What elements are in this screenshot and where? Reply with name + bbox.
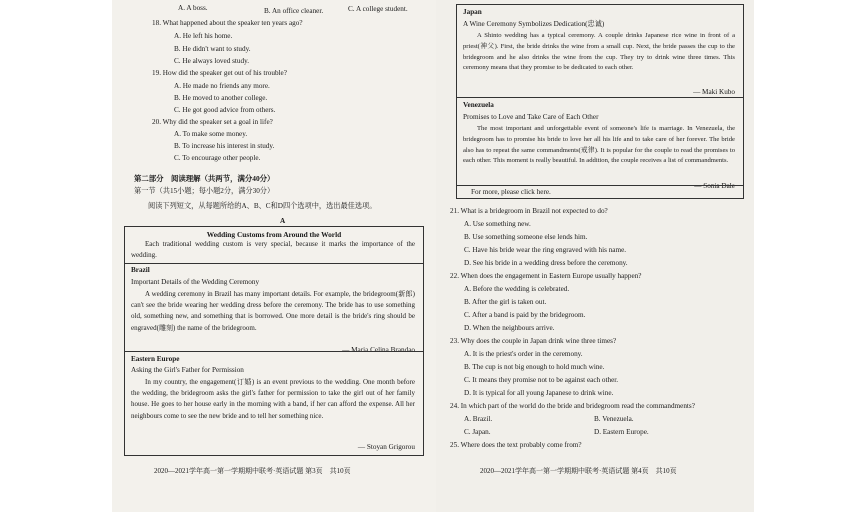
q21-option: A. Use something new. bbox=[464, 220, 531, 228]
q20-option: C. To encourage other people. bbox=[174, 154, 261, 162]
q22-option: D. When the neighbours arrive. bbox=[464, 324, 555, 332]
eastern-europe-section bbox=[125, 351, 423, 451]
q21-option: D. See his bride in a wedding dress before the ceremony. bbox=[464, 259, 628, 267]
venezuela-subtitle: Promises to Love and Take Care of Each Other bbox=[463, 113, 599, 121]
q24-option: C. Japan. bbox=[464, 428, 491, 436]
q24-option: D. Eastern Europe. bbox=[594, 428, 649, 436]
reading-instruction: 阅读下列短文，从每题所给的A、B、C和D四个选项中，选出最佳选项。 bbox=[148, 202, 377, 210]
japan-country: Japan bbox=[463, 8, 482, 16]
venezuela-author: — Sonia Dale bbox=[694, 182, 735, 190]
right-page bbox=[436, 0, 754, 512]
japan-author: — Maki Kubo bbox=[693, 88, 735, 96]
q20-option: B. To increase his interest in study. bbox=[174, 142, 275, 150]
venezuela-country: Venezuela bbox=[463, 101, 494, 109]
q24-stem: 24. In which part of the world do the bride and bridegroom read the commandments? bbox=[450, 402, 695, 410]
section1-heading: 第一节（共15小题；每小题2分，满分30分） bbox=[134, 187, 275, 195]
q17-option-a: A. A boss. bbox=[178, 4, 208, 12]
q23-option: D. It is typical for all young Japanese to drink wine. bbox=[464, 389, 614, 397]
q19-stem: 19. How did the speaker get out of his trouble? bbox=[152, 69, 287, 77]
eastern-europe-subtitle: Asking the Girl's Father for Permission bbox=[131, 366, 244, 374]
q24-option: A. Brazil. bbox=[464, 415, 493, 423]
q23-option: A. It is the priest's order in the ceremony. bbox=[464, 350, 583, 358]
japan-text: A Shinto wedding has a typical ceremony. A couple drinks Japanese rice wine in front of a priest(神父). First, the bride drinks the wine from a small cup. Next, the bride passes the cup to the bridegroom and he also drinks the wine from the cup. They try to drink wine three times. This ceremony means that they promise to be dedicated to each other. bbox=[463, 32, 735, 72]
more-link[interactable]: For more, please click here. bbox=[471, 188, 551, 196]
brazil-subtitle: Important Details of the Wedding Ceremony bbox=[131, 278, 260, 286]
q23-option: C. It means they promise not to be against each other. bbox=[464, 376, 619, 384]
q22-option: A. Before the wedding is celebrated. bbox=[464, 285, 570, 293]
box-intro: Each traditional wedding custom is very special, because it marks the importance of the wedding. bbox=[131, 240, 415, 260]
wedding-customs-box bbox=[124, 226, 424, 456]
left-footer: 2020—2021学年高一第一学期期中联考·英语试题 第3页 共10页 bbox=[154, 467, 351, 475]
q21-option: C. Have his bride wear the ring engraved with his name. bbox=[464, 246, 627, 254]
brazil-text: A wedding ceremony in Brazil has many important details. For example, the bridegroom(新郎) can't see the bride wearing her wedding dress before the ceremony. The bride has to use something old, something new, and something that is borrowed. One more detail is the bride's ring should be engraved(雕刻) the name of the bridegroom. bbox=[131, 290, 415, 332]
q18-option: B. He didn't want to study. bbox=[174, 45, 251, 53]
q22-stem: 22. When does the engagement in Eastern Europe usually happen? bbox=[450, 272, 642, 280]
q24-option: B. Venezuela. bbox=[594, 415, 634, 423]
right-footer: 2020—2021学年高一第一学期期中联考·英语试题 第4页 共10页 bbox=[480, 467, 677, 475]
eastern-europe-country: Eastern Europe bbox=[131, 355, 180, 363]
q18-option: C. He always loved study. bbox=[174, 57, 249, 65]
q19-option: C. He got good advice from others. bbox=[174, 106, 276, 114]
passage-letter: A bbox=[280, 217, 286, 225]
q19-option: B. He moved to another college. bbox=[174, 94, 268, 102]
q23-stem: 23. Why does the couple in Japan drink wine three times? bbox=[450, 337, 617, 345]
q18-stem: 18. What happened about the speaker ten years ago? bbox=[152, 19, 303, 27]
box-title: Wedding Customs from Around the World bbox=[206, 230, 342, 239]
q17-option-b: B. An office cleaner. bbox=[264, 7, 324, 15]
q17-option-c: C. A college student. bbox=[348, 5, 408, 13]
q21-option: B. Use something someone else lends him. bbox=[464, 233, 588, 241]
eastern-europe-text: In my country, the engagement(订婚) is an event previous to the wedding. One month before the wedding, the bridegroom asks the girl's father for permission to take the girl out of her family house. He goes to her house early in the morning with a band, if her can afford the expense. All her neighbours come to see the new bride and to tell her something nice. bbox=[131, 378, 415, 420]
brazil-author: — Maria Celina Brandao bbox=[342, 346, 415, 354]
venezuela-section bbox=[457, 97, 743, 190]
venezuela-text: The most important and unforgettable event of someone's life is marriage. In Venezuela, the bridegroom has to promise his bride to love her all his life and to take care of her forever. The bride also has to repeat the same commandments(戒律). It is popular for the couple to read the promises to each other. This moment is really beautiful. In addition, the couple receives a list of commandments. bbox=[463, 125, 735, 165]
brazil-country: Brazil bbox=[131, 266, 150, 274]
q20-option: A. To make some money. bbox=[174, 130, 248, 138]
q19-option: A. He made no friends any more. bbox=[174, 82, 270, 90]
part2-heading: 第二部分 阅读理解（共两节，满分40分） bbox=[134, 174, 275, 183]
q25-stem: 25. Where does the text probably come from? bbox=[450, 441, 582, 449]
q22-option: C. After a band is paid by the bridegroom. bbox=[464, 311, 586, 319]
wedding-customs-box-continued bbox=[456, 4, 744, 199]
japan-subtitle: A Wine Ceremony Symbolizes Dedication(忠诚) bbox=[463, 20, 605, 28]
q18-option: A. He left his home. bbox=[174, 32, 233, 40]
brazil-section bbox=[125, 263, 423, 354]
left-page bbox=[112, 0, 436, 512]
q23-option: B. The cup is not big enough to hold much wine. bbox=[464, 363, 605, 371]
q22-option: B. After the girl is taken out. bbox=[464, 298, 547, 306]
q20-stem: 20. Why did the speaker set a goal in life? bbox=[152, 118, 273, 126]
q21-stem: 21. What is a bridegroom in Brazil not expected to do? bbox=[450, 207, 608, 215]
eastern-europe-author: — Stoyan Grigorou bbox=[357, 443, 415, 451]
